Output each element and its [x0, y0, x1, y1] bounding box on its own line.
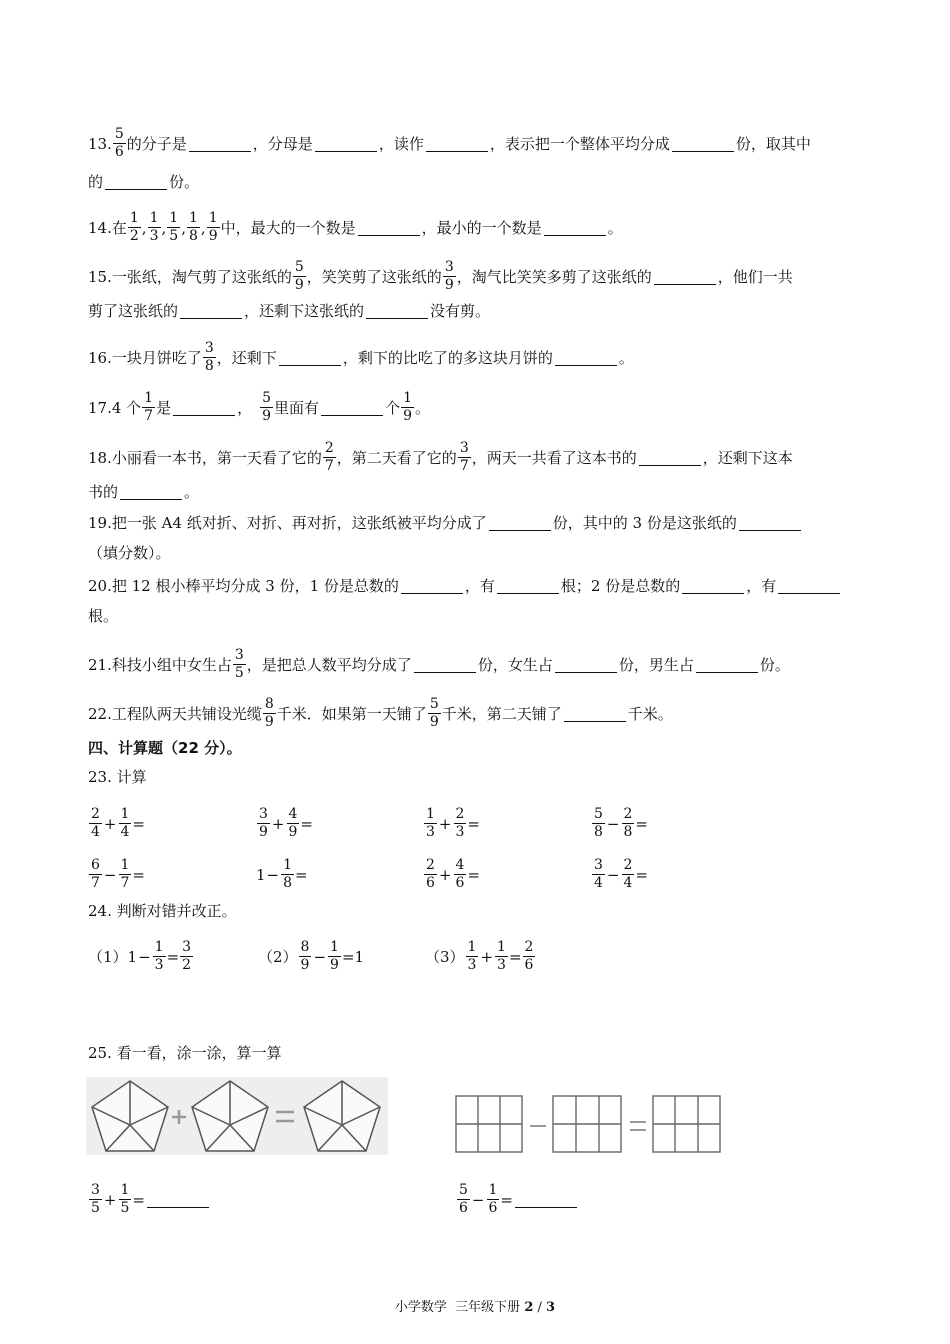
- answer-blank[interactable]: [414, 657, 476, 673]
- calc-item: $\frac{3}{4}$ − $\frac{2}{4}$ =: [594, 857, 648, 891]
- pentagon-diagram-icon: [86, 1077, 388, 1155]
- page-total: 3: [546, 1300, 556, 1315]
- answer-blank[interactable]: [515, 1192, 577, 1208]
- question-17: 17. 4 个 $\frac{1}{7}$ 是 ， $\frac{5}{9}$ 里面有 个 $\frac{1}{9}$ 。: [88, 390, 431, 424]
- question-21: 21. 科技小组中女生占 $\frac{3}{5}$ ，是把总人数平均分成了 份，女生占 份，男生占 份。: [88, 647, 790, 681]
- answer-blank[interactable]: [544, 220, 606, 236]
- calc-item: $\frac{2}{4}$ + $\frac{1}{4}$ =: [91, 806, 145, 840]
- answer-blank[interactable]: [321, 400, 383, 416]
- answer-blank[interactable]: [778, 578, 840, 594]
- answer-blank[interactable]: [654, 269, 716, 285]
- answer-blank[interactable]: [315, 136, 377, 152]
- answer-blank[interactable]: [564, 706, 626, 722]
- answer-blank[interactable]: [358, 220, 420, 236]
- answer-blank[interactable]: [489, 515, 551, 531]
- calc-item: $\frac{3}{9}$ + $\frac{4}{9}$ =: [259, 806, 313, 840]
- question-19: 19. 把一张 A4 纸对折、对折、再对折，这张纸被平均分成了 份，其中的 3 份是这张纸的: [88, 513, 803, 533]
- answer-blank[interactable]: [366, 303, 428, 319]
- answer-blank[interactable]: [180, 303, 242, 319]
- picture-equation-left: $\frac{3}{5}$ + $\frac{1}{5}$ =: [88, 1182, 211, 1217]
- answer-blank[interactable]: [426, 136, 488, 152]
- judge-item: （3） $\frac{1}{3}$ + $\frac{1}{3}$ = $\frac{2}{6}$: [425, 939, 534, 973]
- answer-blank[interactable]: [497, 578, 559, 594]
- answer-blank[interactable]: [189, 136, 251, 152]
- fraction: $\frac{5}{6}$: [114, 126, 124, 160]
- question-16: 16. 一块月饼吃了 $\frac{3}{8}$ ，还剩下 ，剩下的比吃了的多这块月饼的 。: [88, 340, 634, 374]
- question-18: 18. 小丽看一本书，第一天看了它的 $\frac{2}{7}$ ，第二天看了它的 $\frac{3}{7}$ ，两天一共看了这本书的 ，还剩下这本: [88, 440, 793, 474]
- judge-item: （2） $\frac{8}{9}$ − $\frac{1}{9}$ = 1: [258, 939, 365, 973]
- question-15: 15. 一张纸，淘气剪了这张纸的 $\frac{5}{9}$ ，笑笑剪了这张纸的 $\frac{3}{9}$ ，淘气比笑笑多剪了这张纸的 ，他们一共: [88, 259, 793, 293]
- question-23-title: 23. 计算: [88, 768, 147, 786]
- answer-blank[interactable]: [639, 450, 701, 466]
- answer-blank[interactable]: [555, 350, 617, 366]
- calc-item: $\frac{5}{8}$ − $\frac{2}{8}$ =: [594, 806, 648, 840]
- question-24-title: 24. 判断对错并改正。: [88, 902, 237, 920]
- question-15-cont: 剪了这张纸的 ，还剩下这张纸的 没有剪。: [88, 302, 491, 320]
- question-14: 14. 在 $\frac{1}{2}$ , $\frac{1}{3}$ , $\frac{1}{5}$ , $\frac{1}{8}$ , $\frac{1}{9}$ 中，最大的一个数是 ，最小的一个数是 。: [88, 210, 623, 244]
- answer-blank[interactable]: [682, 578, 744, 594]
- question-25-title: 25. 看一看，涂一涂，算一算: [88, 1044, 282, 1062]
- calc-item: $\frac{1}{3}$ + $\frac{2}{3}$ =: [426, 806, 480, 840]
- picture-equation-right: $\frac{5}{6}$ − $\frac{1}{6}$ =: [456, 1182, 579, 1217]
- calc-item: $\frac{6}{7}$ − $\frac{1}{7}$ =: [91, 857, 145, 891]
- answer-blank[interactable]: [672, 136, 734, 152]
- grid-figure: [452, 1092, 724, 1154]
- question-13-cont: 的 份。: [88, 173, 200, 191]
- pentagon-figure: [86, 1077, 388, 1155]
- calc-item: 1 − $\frac{1}{8}$ =: [256, 857, 308, 891]
- calc-item: $\frac{2}{6}$ + $\frac{4}{6}$ =: [426, 857, 480, 891]
- answer-blank[interactable]: [555, 657, 617, 673]
- judge-item: （1） 1 − $\frac{1}{3}$ = $\frac{3}{2}$: [88, 939, 192, 973]
- question-20: 20. 把 12 根小棒平均分成 3 份，1 份是总数的 ，有 根；2 份是总数的 ，有: [88, 576, 842, 596]
- section-heading: 四、计算题（22 分）。: [88, 739, 242, 757]
- page-number: 2: [524, 1300, 534, 1315]
- grid-diagram-icon: [452, 1092, 724, 1154]
- answer-blank[interactable]: [173, 400, 235, 416]
- answer-blank[interactable]: [120, 484, 182, 500]
- page-footer: 小学数学 三年级下册 2 / 3: [394, 1300, 556, 1315]
- answer-blank[interactable]: [739, 515, 801, 531]
- answer-blank[interactable]: [105, 174, 167, 190]
- answer-blank[interactable]: [401, 578, 463, 594]
- question-13: 13. $\frac{5}{6}$ 的分子是 ，分母是 ，读作 ，表示把一个整体平均分成 份，取其中: [88, 126, 811, 160]
- answer-blank[interactable]: [147, 1192, 209, 1208]
- question-20-cont: 根。: [88, 607, 119, 625]
- answer-blank[interactable]: [696, 657, 758, 673]
- question-22: 22. 工程队两天共铺设光缆 $\frac{8}{9}$ 千米．如果第一天铺了 $\frac{5}{9}$ 千米，第二天铺了 千米。: [88, 696, 673, 730]
- question-18-cont: 书的 。: [88, 483, 200, 501]
- answer-blank[interactable]: [279, 350, 341, 366]
- question-number: 13.: [88, 134, 112, 153]
- question-19-cont: （填分数）。: [88, 544, 171, 562]
